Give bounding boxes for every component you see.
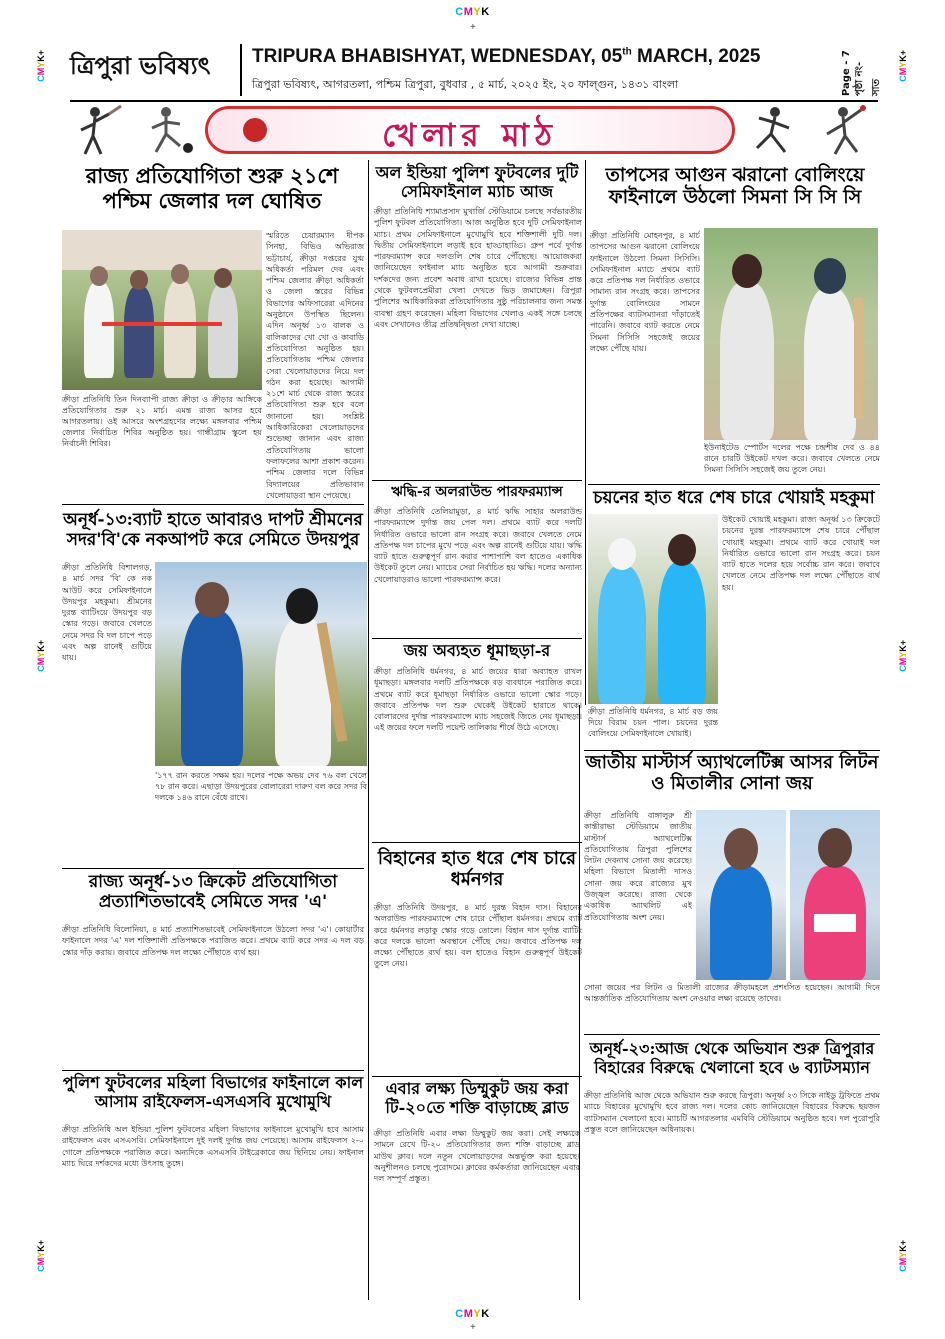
column-divider: [585, 160, 586, 705]
headline-tapas-bowling: তাপসের আগুন ঝরানো বোলিংয়ে ফাইনালে উঠলো সিমনা সি সি সি: [605, 164, 865, 209]
headline-u23-bihar: অনূর্ধ-২৩:আজ থেকে অভিযান শুরু ত্রিপুরার বিহারের বিরুদ্ধে খেলানো হবে ৬ ব্যাটসম্যান: [589, 1039, 875, 1077]
headline-police-women-final: পুলিশ ফুটবলের মহিলা বিভাগের ফাইনালে কাল আসাম রাইফেলস-এসএসবি মুখোমুখি: [62, 1073, 364, 1111]
column-divider: [368, 160, 369, 1300]
headline-dhumachhara: জয় অব্যহত ধূমাছড়া-র: [403, 641, 551, 660]
section-divider: [372, 638, 582, 639]
cmyk-registration-bottom: CMYK: [455, 1308, 490, 1320]
photo-caption: ক্রীড়া প্রতিনিধি তিন দিনব্যাপী রাজ্য ক্রীড়া ও ক্রীড়ার আঙ্গিকে প্রতিযোগিতার শুরু ২১ মার্চ। এমন্ত রাজ্য আসর হবে আগরতলায়। ওই আসরে অংশগ্রহণের লক্ষ্যে মঙ্গলবার পশ্চিম জেলার নির্বাচিত শিবির অনুষ্ঠিত হয়। গান্ধীগ্রাম স্কুলে হয় নির্বাচনী শিবির।: [62, 395, 262, 448]
article-body: ক্রীড়া প্রতিনিধি উদয়পুর, ৪ মার্চ দুরন্ত বিহান দাস। বিহানের অলরাউন্ড পারফরম্যান্সে শেষ চারে পৌঁছাল ধর্মনগর। প্রথমে ব্যাট করে ধর্মনগর লড়াকু স্কোর গড়ে তোলে। বিহান দাস দুর্দান্ত ব্যাটিং করে দলকে ভালো অবস্থানে পৌঁছে দেয়। জবাবে প্রতিপক্ষ দল লক্ষ্যে পৌঁছাতে ব্যর্থ হয়। বল হাতেও বিহান গুরুত্বপূর্ণ উইকেট তুলে নেয়।: [374, 903, 582, 969]
masthead: [70, 40, 882, 102]
article-body: উইকেট খোয়াই মহকুমা। রাজ্য অনূর্ধ্ব ১৩ ক্রিকেটে চয়নের দুরন্ত পারফরম্যান্সে শেষ চারে পৌঁছাল খোয়াই মহকুমা। প্রথমে ব্যাট করে খোয়াই দল নির্ধারিত ওভারে ভালো রান সংগ্রহ করে। চয়ন ব্যাট হাতে দলের হয়ে সর্বোচ্চ রান করে। জবাবে খেলতে নেমে প্রতিপক্ষ দল লক্ষ্যে পৌঁছাতে ব্যর্থ হয়।: [722, 515, 880, 592]
photo-caption: '১৭৭ রান করতে সক্ষম হয়। দলের পক্ষে অভয় দেব ৭৬ বল খেলে ৭৮ রান করে। এছাড়া উদয়পুরের বোলারেরা দারুণ বল করে সদর বি দলকে ১৪৬ রানে বেঁধে রাখে।: [155, 771, 367, 802]
footballer-illustration-icon: [140, 104, 200, 156]
article-body: ক্রীড়া প্রতিনিধি ধর্মনগর, ৪ মার্চ জয়ের ধারা অব্যাহত রাখল ধূমাছড়া। মঙ্গলবার দলটি প্রতিপক্ষকে বড় ব্যবধানে পরাজিত করে। প্রথমে ব্যাট করে ধূমাছড়া নির্ধারিত ওভারে ভালো স্কোর গড়ে। জবাবে প্রতিপক্ষ দল শুরু থেকেই উইকেট হারাতে থাকে। বোলারদের দুর্দান্ত পারফরম্যান্সে ম্যাচ সহজেই জিতে নেয় ধূমাছড়া। এই জয়ের ফলে দলটি পয়েন্ট তালিকায় শীর্ষে উঠে এসেছে।: [374, 667, 582, 733]
page-number: Page - 7 পৃষ্ঠা নং- সাত: [841, 50, 882, 96]
cmyk-side-left-bottom: CMYK+: [36, 1240, 46, 1272]
section-divider: [62, 504, 364, 505]
photo-khowai-players: [588, 514, 718, 704]
section-divider: [372, 1076, 582, 1077]
headline-police-football-semifinal: অল ইন্ডিয়া পুলিশ ফুটবলের দুটি সেমিফাইনাল ম্যাচ আজ: [375, 163, 579, 201]
article-body: ক্রীড়া প্রতিনিধি বাঙ্গালুরু শ্রী কান্তীরাভা স্টেডিয়ামে জাতীয় মাস্টার্স অ্যাথলেটিক্স প্রতিযোগিতায় ত্রিপুরা পুলিশের লিটন দেবনাথ সোনা জয় করেছে। মহিলা বিভাগে মিতালী দাসও সোনা জয় করে রাজ্যের মুখ উজ্জ্বল করেছে। রাজ্য থেকে একাধিক অ্যাথলিট এই প্রতিযোগিতায় অংশ নেয়।: [584, 811, 692, 922]
article-body: ক্রীড়া প্রতিনিধি এবার লক্ষ্য ডিম্মুকুট জয় করা। সেই লক্ষ্যকে সামনে রেখে টি-২০ প্রতিযোগিতার জন্য শক্তি বাড়াচ্ছে ব্লাড মাউথ ক্লাব। দলে নতুন খেলোয়াড়দের অন্তর্ভুক্ত করা হয়েছে। অনুশীলনও চলছে পুরোদমে। ক্লাবের কর্মকর্তারা জানিয়েছেন এবার দল সম্পূর্ণ প্রস্তুত।: [374, 1129, 580, 1184]
newspaper-logo: ত্রিপুরা ভবিষ্যৎ: [70, 51, 211, 80]
runner-illustration-icon: [745, 104, 805, 156]
article-body: ক্রীড়া প্রতিনিধি আজ থেকে অভিযান শুরু করছে ত্রিপুরা। অনূর্ধ্ব ২৩ সিকে নাইডু ট্রফিতে প্রথম ম্যাচে বিহারের মুখোমুখি হবে রাজ্য দল। দলের কোচ জানিয়েছেন বিহারের বিরুদ্ধে ছয়জন ব্যাটসম্যান খেলানো হবে। ম্যাচটি আগরতলার এমবিবি স্টেডিয়ামে অনুষ্ঠিত হবে। দল পুরোপুরি প্রস্তুত বলে জানিয়েছেন অধিনায়ক।: [584, 1091, 880, 1134]
headline-diamond-blood: এবার লক্ষ্য ডিম্মুকুট জয় করা টি-২০তে শক্তি বাড়াচ্ছে ব্লাড: [385, 1079, 569, 1117]
headline-riddhi-allround: ঋদ্ধি-র অলরাউন্ড পারফরম্যান্স: [391, 484, 563, 500]
cmyk-side-right-top: CMYK+: [898, 50, 908, 82]
cmyk-side-right-mid: CMYK+: [898, 640, 908, 672]
article-body: ক্রীড়া প্রতিনিধি বিলোনিয়া, ৪ মার্চ প্রত্যাশিতভাবেই সেমিফাইনালে উঠলো সদর 'এ'। কোয়ার্টার ফাইনালে সদর 'এ' দল শক্তিশালী প্রতিপক্ষকে পরাজিত করে। প্রথমে ব্যাট করে সদর এ দল বড় স্কোর দাঁড় করায়। জবাবে প্রতিপক্ষ দল লক্ষ্যে পৌঁছাতে ব্যর্থ হয়।: [62, 925, 364, 957]
section-divider: [372, 842, 582, 843]
section-divider: [584, 750, 880, 751]
photo-caption: ইউনাইটেড স্পোর্টস দলের পক্ষে চন্দ্রশীষ দেব ও ৪৪ রানে চারটি উইকেট দখল করে। জবাবে খেলতে নেমে সিমনা সিসিসি সহজেই জয় তুলে নেয়।: [704, 443, 880, 474]
section-divider: [588, 484, 880, 485]
photo-tapas-cricketers: [704, 228, 878, 440]
batsman-illustration-icon: [65, 104, 125, 156]
headline-masters-athletics: জাতীয় মাস্টার্স অ্যাথলেটিক্স আসর লিটন ও মিতালীর সোনা জয়: [585, 752, 879, 795]
masthead-dateline: ত্রিপুরা ভবিষ্যৎ, আগরতলা, পশ্চিম ত্রিপুরা, বুধবার , ৫ মার্চ, ২০২৫ ইং, ২০ ফাল্গুন, ১৪৩১ বাংলা: [252, 78, 679, 91]
article-body: ক্রীড়া প্রতিনিধি মোহনপুর, ৪ মার্চ তাপসের আগুন ঝরানো বোলিংয়ে ফাইনালে উঠলো সিমনা সিসিসি। সেমিফাইনাল ম্যাচে প্রথমে ব্যাট করে প্রতিপক্ষ দল নির্ধারিত ওভারে সামান্য রান সংগ্রহ করে। তাপসের দুর্দান্ত বোলিংয়ের সামনে প্রতিপক্ষের ব্যাটসম্যানরা দাঁড়াতেই পারেনি। জবাবে ব্যাট করতে নেমে সিমনা সিসিসি সহজেই জয়ের লক্ষ্যে পৌঁছে যায়।: [590, 231, 700, 353]
section-divider: [62, 1070, 364, 1071]
headline-u13-udaypur: অনূর্ধ-১৩:ব্যাট হাতে আবারও দাপট শ্রীমনের সদর'বি'কে নকআপট করে সেমিতে উদয়পুর: [63, 510, 363, 551]
photo-inauguration: [62, 230, 262, 390]
cmyk-side-left-mid: CMYK+: [36, 640, 46, 672]
cmyk-side-left-top: CMYK+: [36, 50, 46, 82]
article-body: ক্রীড়া প্রতিনিধি বিশালগড়, ৪ মার্চ সদর 'বি' কে নক আউট করে সেমিফাইনালে উদয়পুর মহকুমা। শ্রীমনের দুরন্ত ব্যাটিংয়ে উদয়পুর বড় স্কোর গড়ে। জবাবে খেলতে নেমে সদর বি দল চাপে পড়ে এবং অল্প রানেই গুটিয়ে যায়।: [62, 563, 152, 663]
photo-liton: [696, 810, 786, 980]
cmyk-side-right-bottom: CMYK+: [898, 1240, 908, 1272]
section-divider: [584, 1034, 880, 1035]
photo-caption: ক্রীড়া প্রতিনিধি ধর্মনগর, ৪ মার্চ বড় জয় দিয়ে বিরাম চয়ন পাল। চয়নের দুরন্ত বোলিংয়ে সেমিফাইনালে খোয়াই।: [588, 707, 718, 738]
photo-mitali: [790, 810, 880, 980]
masthead-title: TRIPURA BHABISHYAT, WEDNESDAY, 05th MARCH, 2025: [252, 46, 761, 67]
section-divider: [372, 480, 582, 481]
headline-mahakuma: চয়নের হাত ধরে শেষ চারে খোয়াই মহকুমা: [593, 488, 875, 508]
registration-mark: +: [470, 1322, 476, 1333]
headline-bihan-dharmanagar: বিহানের হাত ধরে শেষ চারে ধর্মনগর: [377, 848, 577, 891]
registration-mark: +: [470, 22, 476, 33]
article-body: ক্রীড়া প্রতিনিধি অল ইন্ডিয়া পুলিশ ফুটবলের মহিলা বিভাগের ফাইনালে মুখোমুখি হবে আসাম রাইফেলস এবং এসএসবি। সেমিফাইনালে দুই দলই দুর্দান্ত জয় পেয়েছে। আসাম রাইফেলস ২-০ গোলে প্রতিপক্ষকে পরাজিত করে। অন্যদিকে এসএসবি টাইব্রেকারে জয় ছিনিয়ে নেয়। ফাইনাল ম্যাচ ঘিরে দর্শকদের মধ্যে উৎসাহ তুঙ্গে।: [62, 1125, 364, 1168]
section-title: খেলার মাঠ: [381, 116, 558, 154]
article-body: ক্রীড়া প্রতিনিধি শ্যামাপ্রসাদ মুখার্জি স্টেডিয়ামে চলছে সর্বভারতীয় পুলিশ ফুটবল প্রতিযোগিতা। আজ অনুষ্ঠিত হবে দুটি সেমিফাইনাল ম্যাচ। প্রথম সেমিফাইনালে মুখোমুখি হবে শক্তিশালী দুটি দল। দ্বিতীয় সেমিফাইনালে লড়াই হবে হাড্ডাহাড্ডি। গ্রুপ পর্বে দুর্দান্ত পারফরম্যান্স করে দলগুলি শেষ চারে পৌঁছেছে। আয়োজকরা জানিয়েছেন ফাইনাল ম্যাচ অনুষ্ঠিত হবে আগামী শুক্রবার। দর্শকদের জন্য প্রবেশ অবাধ রাখা হয়েছে। রাজ্যের বিভিন্ন প্রান্ত থেকে ফুটবলপ্রেমীরা খেলা দেখতে ভিড় জমাচ্ছেন। ত্রিপুরা পুলিশের আধিকারিকরা প্রতিযোগিতার সুষ্ঠু পরিচালনার জন্য সমস্ত ব্যবস্থা গ্রহণ করেছেন। মহিলা বিভাগের খেলাও একই সঙ্গে চলছে এবং সেখানেও তীব্র প্রতিদ্বন্দ্বিতা দেখা যাচ্ছে।: [374, 207, 582, 329]
section-divider: [62, 868, 364, 869]
bowler-illustration-icon: [815, 104, 875, 156]
photo-caption: সোনা জয়ের পর লিটন ও মিতালী রাজ্যের ক্রীড়ামহলে প্রশংসিত হয়েছেন। আগামী দিনে আন্তর্জাতিক প্রতিযোগিতায় অংশ নেওয়ার লক্ষ্য রয়েছে তাদের।: [584, 983, 880, 1003]
headline-rajya-pratijogita: রাজ্য প্রতিযোগিতা শুরু ২১শে পশ্চিম জেলার দল ঘোষিত: [85, 163, 339, 213]
article-body: স্মরিতে চেয়ারম্যান দীপক সিনহা, বিভিও অভিরাজ ভট্টাচার্য, ক্রীড়া দপ্তরের যুগ্ম অধিকর্তা পরিমল দেব এবং পশ্চিম জেলার ক্রীড়া অধিকর্তা ও জেলা স্তরের বিভিন্ন বিভাগের অফিসারেরা এদিনের অনুষ্ঠানে উপস্থিত ছিলেন। এদিন অনূর্ধ্ব ১৩ বালক ও বালিকাদের খো খো ও কাবাডি প্রতিযোগিতা অনুষ্ঠিত হয়। প্রতিযোগিতায় পশ্চিম জেলার সেরা খেলোয়াড়দের নিয়ে দল গঠন করা হয়েছে। আগামী ২১শে মার্চ থেকে রাজ্য স্তরের প্রতিযোগিতা শুরু হবে বলে জানানো হয়। সংশ্লিষ্ট আধিকারিকেরা খেলোয়াড়দের শুভেচ্ছা জানান এবং রাজ্য প্রতিযোগিতায় ভালো ফলাফলের আশা প্রকাশ করেন। পশ্চিম জেলার দলে বিভিন্ন বিদ্যালয়ের প্রতিভাবান খেলোয়াড়রা স্থান পেয়েছে।: [266, 231, 364, 500]
cmyk-registration-top: CMYK: [455, 6, 490, 18]
article-body: ক্রীড়া প্রতিনিধি তেলিয়ামুড়া, ৪ মার্চ ঋদ্ধি সাহার অলরাউন্ড পারফরম্যান্সে দুর্দান্ত জয় পেল দল। প্রথমে ব্যাট করে দলটি নির্ধারিত ওভারে ভালো রান সংগ্রহ করে। জবাবে খেলতে নেমে প্রতিপক্ষ দল চাপের মুখে পড়ে এবং অল্প রানেই গুটিয়ে যায়। ঋদ্ধি ব্যাট হাতে গুরুত্বপূর্ণ রান করার পাশাপাশি বল হাতেও একাধিক উইকেট তুলে নেয়। ম্যাচের সেরা নির্বাচিত হয় ঋদ্ধি। দলের অন্যান্য খেলোয়াড়রাও ভালো পারফরম্যান্স করে।: [374, 507, 582, 584]
headline-u13-sadar-a: রাজ্য অনূর্ধ-১৩ ক্রিকেট প্রতিযোগিতা প্রত্যাশিতভাবেই সেমিতে সদর 'এ': [88, 872, 338, 913]
photo-cricketers-udaypur: [155, 562, 367, 766]
section-banner: [55, 104, 885, 156]
masthead-divider: [240, 44, 242, 96]
